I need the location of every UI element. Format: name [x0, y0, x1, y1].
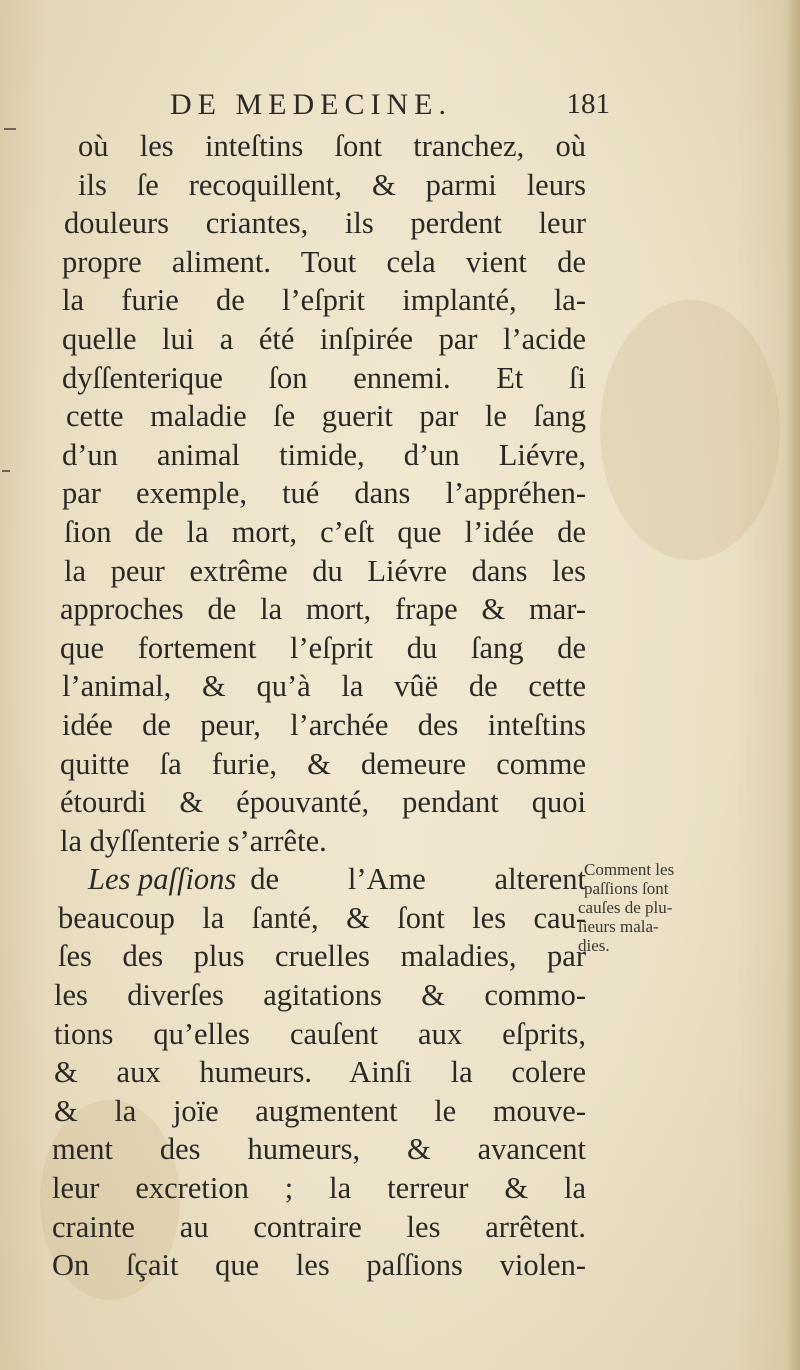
text-line: par exemple, tué dans l’appréhen-	[62, 476, 586, 511]
text-line: dyſſenterique ſon ennemi. Et ſi	[62, 360, 586, 395]
text-line: tions qu’elles cauſent aux eſprits,	[54, 1016, 586, 1051]
text-line-rest: de l’Ame alterent	[250, 862, 586, 897]
body-text	[48, 127, 586, 1285]
text-line: étourdi & épouvanté, pendant quoi	[60, 785, 586, 820]
text-line: l’animal, & qu’à la vûë de cette	[62, 669, 586, 704]
text-line: ment des humeurs, & avancent	[52, 1132, 586, 1167]
page-edge-shadow	[786, 0, 800, 1370]
marginal-note	[578, 860, 728, 955]
text-line: d’un animal timide, d’un Liévre,	[62, 437, 586, 472]
text-line: & la joïe augmentent le mouve-	[54, 1093, 586, 1128]
text-line: les diverſes agitations & commo-	[54, 978, 586, 1013]
text-line: ſes des plus cruelles maladies, par	[58, 939, 586, 974]
text-line: beaucoup la ſanté, & ſont les cau-	[58, 900, 586, 935]
text-line: propre aliment. Tout cela vient de	[62, 244, 586, 279]
text-line: où les inteſtins ſont tranchez, où	[78, 129, 586, 163]
text-line: la peur extrême du Liévre dans les	[64, 553, 586, 588]
margin-mark	[4, 128, 16, 130]
marginal-note-line: dies.	[578, 936, 610, 955]
text-line: leur excretion ; la terreur & la	[52, 1171, 586, 1206]
marginal-note-line: cauſes de plu-	[578, 898, 673, 917]
text-line: idée de peur, l’archée des inteſtins	[62, 707, 586, 742]
text-line: approches de la mort, frape & mar-	[60, 592, 586, 627]
text-line: la furie de l’eſprit implanté, la-	[62, 283, 586, 318]
text-line: crainte au contraire les arrêtent.	[52, 1209, 586, 1244]
marginal-note-line: paſſions ſont	[584, 879, 669, 898]
text-line: douleurs criantes, ils perdent leur	[64, 206, 586, 241]
text-line-paragraph-start	[48, 860, 586, 899]
text-line: quelle lui a été inſpirée par l’acide	[62, 321, 586, 356]
text-line: quitte ſa furie, & demeure comme	[60, 746, 586, 781]
paper-stain	[600, 300, 780, 560]
page-number: 181	[566, 88, 610, 120]
text-line: ils ſe recoquillent, & parmi leurs	[78, 167, 586, 202]
italic-lead: Les paſſions	[88, 862, 237, 897]
text-line: On ſçait que les paſſions violen-	[52, 1248, 586, 1283]
text-line: cette maladie ſe guerit par le ſang	[66, 399, 586, 434]
text-line: que fortement l’eſprit du ſang de	[60, 630, 586, 665]
marginal-note-line: ſieurs mala-	[578, 917, 659, 936]
text-line: la dyſſenterie s’arrête.	[60, 823, 327, 858]
text-line: & aux humeurs. Ainſi la colere	[54, 1055, 586, 1090]
text-line: ſion de la mort, c’eſt que l’idée de	[64, 514, 586, 549]
running-head-title: DE MEDECINE.	[170, 88, 452, 121]
marginal-note-line: Comment les	[584, 860, 675, 879]
running-head	[170, 88, 610, 128]
margin-mark	[2, 470, 10, 472]
